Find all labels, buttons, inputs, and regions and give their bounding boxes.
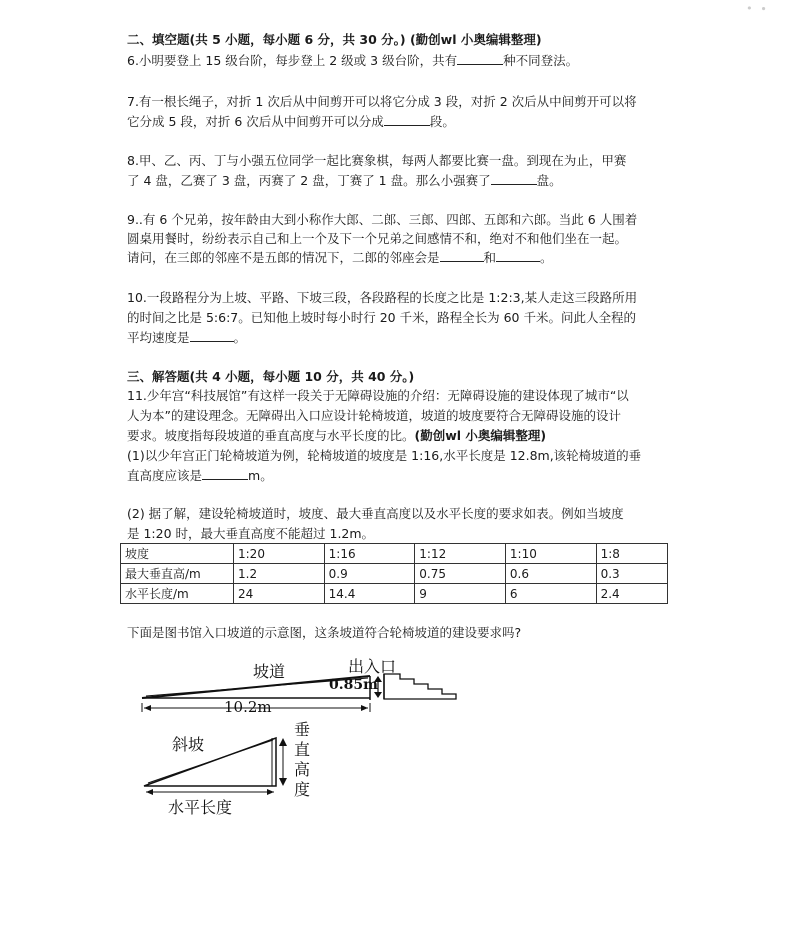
- table-cell: 1.2: [234, 564, 325, 584]
- table-cell: 1:20: [234, 544, 325, 564]
- q11-part2-line1: (2) 据了解，建设轮椅坡道时，坡度、最大垂直高度以及水平长度的要求如表。例如当坡度: [127, 506, 624, 521]
- q10-line3: [127, 329, 246, 347]
- q6-text: 6.小明要登上 15 级台阶，每步登上 2 级或 3 级台阶，共有: [127, 53, 458, 68]
- q11-part2-line2: 是 1:20 时，最大垂直高度不能超过 1.2m。: [127, 526, 375, 541]
- table-cell: 最大垂直高/m: [121, 564, 234, 584]
- q9-answer-blank-1[interactable]: [440, 249, 484, 262]
- q10-text: 平均速度是: [127, 330, 190, 345]
- length-label: 10.2m: [224, 698, 272, 716]
- q6-text-end: 种不同登法。: [503, 53, 579, 68]
- q11-part1-answer-blank[interactable]: [202, 467, 248, 480]
- q8-text-end: 盘。: [536, 173, 562, 188]
- table-cell: 0.75: [415, 564, 506, 584]
- library-ramp-diagram: [138, 648, 468, 718]
- section2-tag: (勤创wl 小奥编辑整理): [409, 32, 542, 47]
- ramp-label: 坡道: [253, 662, 286, 681]
- q7-text-end: 段。: [429, 114, 455, 129]
- table-cell: 2.4: [596, 584, 667, 604]
- section2-title: 二、填空题(共 5 小题，每小题 6 分，共 30 分。): [127, 32, 410, 47]
- q11-part1-text: 直高度应该是: [127, 468, 203, 483]
- vertical-height-label: [294, 720, 310, 800]
- entrance-stairs: [384, 674, 456, 699]
- table-row: [121, 544, 668, 564]
- q7-text: 它分成 5 段，对折 6 次后从中间剪开可以分成: [127, 114, 384, 129]
- q8-text: 了 4 盘，乙赛了 3 盘，丙赛了 2 盘，丁赛了 1 盘。那么小强赛了: [127, 173, 491, 188]
- vertical-label-char: 直: [294, 740, 311, 759]
- table-cell: 0.3: [596, 564, 667, 584]
- horizontal-length-label: 水平长度: [168, 798, 233, 817]
- entrance-label: 出入口: [348, 657, 397, 676]
- q9-text-and: 和: [483, 250, 497, 265]
- vertical-label-char: 度: [294, 780, 311, 799]
- q10-answer-blank[interactable]: [190, 329, 234, 342]
- q11-line1: 11.少年宫“科技展馆”有这样一段关于无障碍设施的介绍：无障碍设施的建设体现了城市“以: [127, 388, 629, 403]
- q11-part1-line2: [127, 467, 273, 485]
- q9-text-end: 。: [540, 250, 553, 265]
- table-cell: 0.6: [505, 564, 596, 584]
- q11-question: 下面是图书馆入口坡道的示意图，这条坡道符合轮椅坡道的建设要求吗?: [127, 625, 522, 640]
- section2-heading: [127, 31, 542, 49]
- q9-answer-blank-2[interactable]: [496, 249, 540, 262]
- q8-answer-blank[interactable]: [491, 172, 537, 185]
- q9-line3: [127, 249, 553, 267]
- table-cell: 1:12: [415, 544, 506, 564]
- table-cell: 24: [234, 584, 325, 604]
- table-cell: 14.4: [324, 584, 415, 604]
- q6-answer-blank[interactable]: [457, 52, 503, 65]
- q8-line1: 8.甲、乙、丙、丁与小强五位同学一起比赛象棋，每两人都要比赛一盘。到现在为止，甲赛: [127, 153, 627, 168]
- q7-line2: [127, 113, 455, 131]
- q11-tag: (勤创wl 小奥编辑整理): [414, 428, 547, 443]
- table-cell: 1:8: [596, 544, 667, 564]
- q8-line2: [127, 172, 562, 190]
- vertical-label-char: 垂: [294, 720, 311, 739]
- table-cell: 坡度: [121, 544, 234, 564]
- q7-line1: 7.有一根长绳子，对折 1 次后从中间剪开可以将它分成 3 段，对折 2 次后从中间剪开可以将: [127, 94, 637, 109]
- ramp-requirements-table: [120, 543, 668, 604]
- table-row: [121, 584, 668, 604]
- q11-line3: [127, 427, 546, 445]
- q11-text: 要求。坡度指每段坡道的垂直高度与水平长度的比。: [127, 428, 415, 443]
- section3-title: 三、解答题(共 4 小题，每小题 10 分，共 40 分。): [127, 369, 415, 384]
- table-cell: 水平长度/m: [121, 584, 234, 604]
- table-row: [121, 564, 668, 584]
- slope-definition-diagram: [140, 730, 290, 800]
- q7-answer-blank[interactable]: [384, 113, 430, 126]
- q11-line2: 人为本”的建设理念。无障碍出入口应设计轮椅坡道，坡道的坡度要符合无障碍设施的设计: [127, 408, 621, 423]
- table-cell: 0.9: [324, 564, 415, 584]
- q9-line2: 圆桌用餐时，纷纷表示自己和上一个及下一个兄弟之间感情不和，绝对不和他们坐在一起。: [127, 231, 628, 246]
- q10-line1: 10.一段路程分为上坡、平路、下坡三段，各段路程的长度之比是 1:2:3,某人走这三段路所用: [127, 290, 638, 305]
- q11-part1-line1: (1)以少年宫正门轮椅坡道为例，轮椅坡道的坡度是 1:16,水平长度是 12.8m,该轮椅坡道的垂: [127, 448, 642, 463]
- q6: [127, 52, 578, 70]
- q10-line2: 的时间之比是 5:6:7。已知他上坡时每小时行 20 千米，路程全长为 60 千米。问此人全程的: [127, 310, 636, 325]
- q9-line1: 9..有 6 个兄弟，按年龄由大到小称作大郎、二郎、三郎、四郎、五郎和六郎。当此 6 人围着: [127, 212, 638, 227]
- q9-text: 请问，在三郎的邻座不是五郎的情况下，二郎的邻座会是: [127, 250, 440, 265]
- q10-text-end: 。: [233, 330, 247, 345]
- q11-part1-text-end: m。: [248, 468, 273, 483]
- table-cell: 9: [415, 584, 506, 604]
- height-label: 0.85m: [329, 677, 378, 693]
- table-cell: 6: [505, 584, 596, 604]
- table-cell: 1:10: [505, 544, 596, 564]
- slope-label: 斜坡: [172, 735, 205, 754]
- vertical-label-char: 高: [294, 760, 311, 779]
- corner-mark: • ∙: [746, 2, 769, 15]
- table-cell: 1:16: [324, 544, 415, 564]
